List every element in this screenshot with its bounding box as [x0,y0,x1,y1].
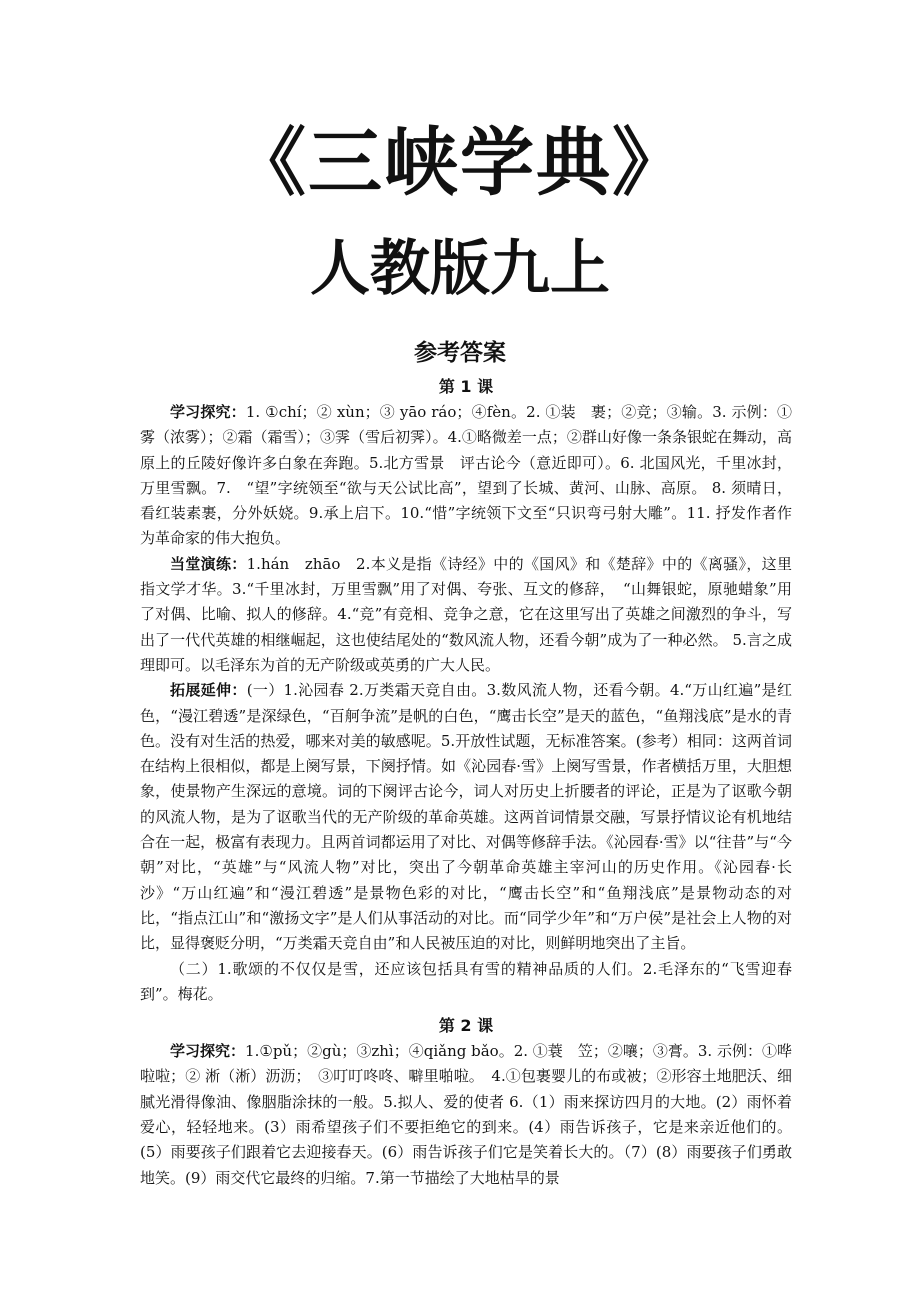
section-heading: 参考答案 [414,340,506,366]
extension-text: (一）1.沁园春 2.万类霜天竞自由。3.数风流人物，还看今朝。4.“万山红遍”是红色，“漫江碧透”是深绿色，“百舸争流”是帆的白色，“鹰击长空”是天的蓝色，“鱼翔浅底”是水的青色。没有对生活的热爱，哪来对美的敏感呢。5.开放性试题，无标准答案。(参考）相同：这两首词在结构上很相似，都是上阕写景，下阕抒情。如《沁园春·雪》上阕写雪景，作者横括万里，大胆想象，使景物产生深远的意境。词的下阕评古论今，词人对历史上折腰者的评论，正是为了讴歌今朝的风流人物，是为了讴歌当代的无产阶级的革命英雄。这两首词情景交融，写景抒情议论有机地结合在一起，极富有表现力。且两首词都运用了对比、对偶等修辞手法。《沁园春·雪》以“往昔”与“今朝”对比，“英雄”与“风流人物”对比，突出了今朝革命英雄主宰河山的历史作用。《沁园春·长沙》“万山红遍”和“漫江碧透”是景物色彩的对比，“鹰击长空”和“鱼翔浅底”是景物动态的对比，“指点江山”和“激扬文字”是人们从事活动的对比。而“同学少年”和“万户侯”是社会上人物的对比，显得褒贬分明，“万类霜天竞自由”和人民被压迫的对比，则鲜明地突出了主旨。 [140,681,792,953]
practice-label: 当堂演练： [170,554,247,573]
lesson-1-extension-part-two: （二）1.歌颂的不仅仅是雪，还应该包括具有雪的精神品质的人们。2.毛泽东的“飞雪迎春到”。梅花。 [140,959,792,1003]
lesson-1-practice-paragraph [140,552,792,678]
lesson-2-heading: 第 2 课 [438,1016,494,1036]
lesson-1-extension-paragraph [140,678,792,956]
study-label: 学习探究： [170,403,246,421]
document-body [140,374,792,1191]
study-text: 1.①pǔ；②gù；③zhì；④qiǎng bǎo。2. ①蓑 笠；②嚷；③膏。3. 示例：①哗啦啦；② 淅（淅）沥沥； ③叮叮咚咚、噼里啪啦。 4.①包裹婴儿的布或被；②形容土地肥沃、细腻光滑得像油、像胭脂涂抹的一般。5.拟人、爱的使者 6.（1）雨来探访四月的大地。(2）雨怀着爱心，轻轻地来。(3）雨希望孩子们不要拒绝它的到来。(4）雨告诉孩子，它是来亲近他们的。(5）雨要孩子们跟着它去迎接春天。(6）雨告诉孩子们它是笑着长大的。（7）(8）雨要孩子们勇敢地笑。(9）雨交代它最终的归缩。7.第一节描绘了大地枯旱的景 [140,1042,792,1187]
document-subtitle: 人教版九上 [310,234,610,304]
study-text: 1. ①chí；② xùn；③ yāo ráo；④fèn。2. ①装 裹；②竞；③输。3. 示例：①雾（浓雾）；②霜（霜雪）；③霁（雪后初霁）。4.①略微差一点；②群山好像一条条银蛇在舞动，高原上的丘陵好像许多白象在奔跑。5.北方雪景 评古论今（意近即可）。6. 北国风光，千里冰封，万里雪飘。7. “望”字统领至“欲与天公试比高”，望到了长城、黄河、山脉、高原。 8. 须晴日，看红装素裹，分外妖娆。9.承上启下。10.“惜”字统领下文至“只识弯弓射大雕”。11. 抒发作者作为革命家的伟大抱负。 [140,403,792,548]
study-label: 学习探究： [170,1042,246,1061]
extension-label: 拓展延伸： [170,681,247,700]
document-title: 《三峡学典》 [232,120,688,206]
lesson-1-heading: 第 1 课 [438,377,494,396]
lesson-1-study-paragraph [140,400,792,552]
lesson-2-study-paragraph [140,1039,792,1191]
practice-text: 1.hán zhāo 2.本义是指《诗经》中的《国风》和《楚辞》中的《离骚》，这里指文学才华。3.“千里冰封，万里雪飘”用了对偶、夸张、互文的修辞， “山舞银蛇，原驰蜡象”用了对偶、比喻、拟人的修辞。4.“竞”有竞相、竞争之意，它在这里写出了英雄之间激烈的争斗，写出了一代代英雄的相继崛起，这也使结尾处的“数风流人物，还看今朝”成为了一种必然。 5.言之成理即可。以毛泽东为首的无产阶级或英勇的广大人民。 [140,554,792,674]
